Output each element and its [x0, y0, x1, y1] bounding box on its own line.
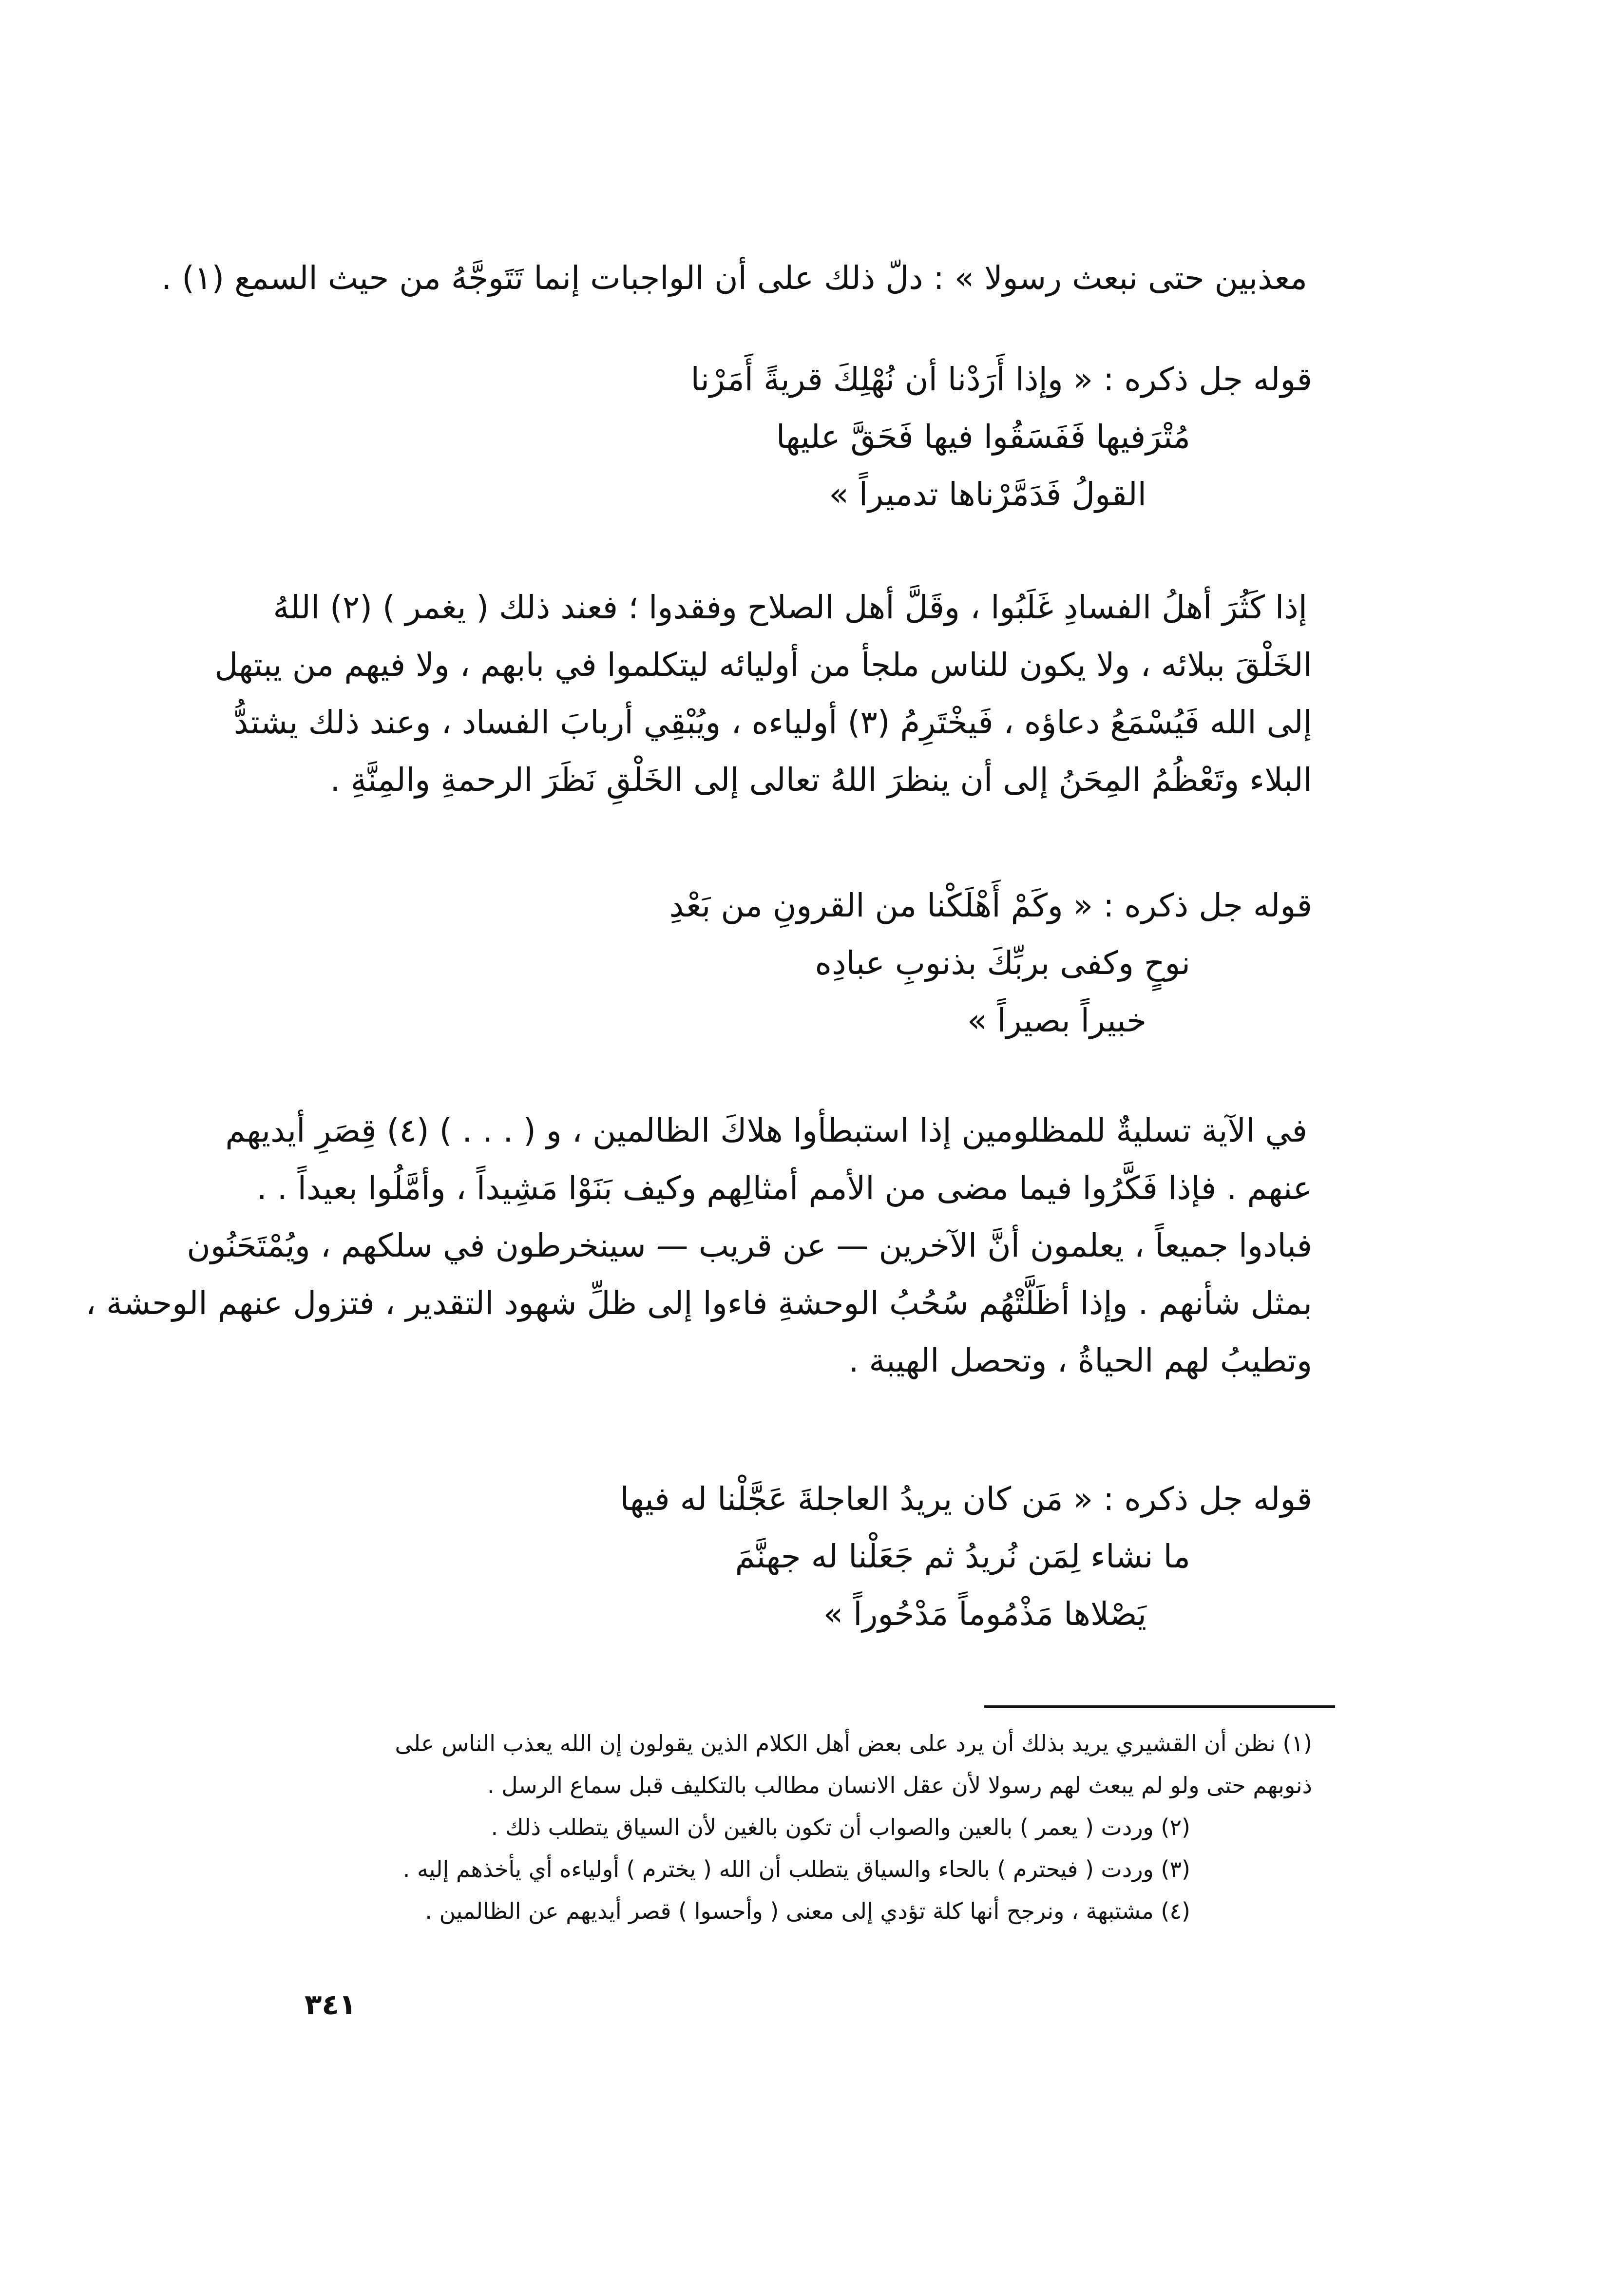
verse-line: قوله جل ذكره : « وإذا أَرَدْنا أن نُهْلِكَ قريةً أَمَرْنا — [690, 361, 1312, 398]
footnote-line: (٣) وردت ( فيحترم ) بالحاء والسياق يتطلب أن الله ( يخترم ) أولياءه أي يأخذهم إليه . — [402, 1856, 1190, 1882]
text-line: البلاء وتَعْظُمُ المِحَنُ إلى أن ينظرَ اللهُ تعالى إلى الخَلْقِ نَظَرَ الرحمةِ والمِنَّةِ . — [330, 761, 1312, 799]
text-line: إذا كَثُرَ أهلُ الفسادِ غَلَبُوا ، وقَلَّ أهل الصلاح وفقدوا ؛ فعند ذلك ( يغمر ) (٢) اللهُ — [273, 589, 1307, 626]
footnote-line: (٤) مشتبهة ، ونرجح أنها كلة تؤدي إلى معنى ( وأحسوا ) قصر أيديهم عن الظالمين . — [425, 1898, 1190, 1924]
verse-line: يَصْلاها مَذْمُوماً مَدْحُوراً » — [823, 1595, 1146, 1633]
footnote-line: ذنوبهم حتى ولو لم يبعث لهم رسولا لأن عقل الانسان مطالب بالتكليف قبل سماع الرسل . — [487, 1772, 1312, 1798]
verse-line: قوله جل ذكره : « وكَمْ أَهْلَكْنا من القرونِ من بَعْدِ — [669, 887, 1312, 924]
verse-line: القولُ فَدَمَّرْناها تدميراً » — [829, 476, 1146, 513]
text-line: وتطيبُ لهم الحياةُ ، وتحصل الهيبة . — [848, 1342, 1312, 1379]
verse-line: خبيراً بصيراً » — [967, 1002, 1146, 1039]
footnote-line: (٢) وردت ( يعمر ) بالعين والصواب أن تكون بالغين لأن السياق يتطلب ذلك . — [491, 1814, 1190, 1840]
verse-line: مُتْرَفيها فَفَسَقُوا فيها فَحَقَّ عليها — [776, 418, 1190, 456]
verse-line: نوحٍ وكفى بربِّكَ بذنوبِ عبادِه — [815, 944, 1190, 982]
text-line: إلى الله فَيُسْمَعُ دعاؤه ، فَيخْتَرِمُ (٣) أولياءه ، ويُبْقِي أربابَ الفساد ، وعند ذلك يشتدُّ — [233, 704, 1312, 741]
text-line: الخَلْقَ ببلائه ، ولا يكون للناس ملجأ من أوليائه ليتكلموا في بابهم ، ولا فيهم من يبتهل — [214, 646, 1312, 684]
text-line: في الآية تسليةٌ للمظلومين إذا استبطأوا هلاكَ الظالمين ، و ( . . . ) (٤) قِصَرِ أيديهم — [225, 1112, 1307, 1149]
text-line: بمثل شأنهم . وإذا أظَلَّتْهُم سُحُبُ الوحشةِ فاءوا إلى ظلِّ شهود التقدير ، فتزول عنهم الوحشة ، — [85, 1284, 1312, 1322]
page-number: ٣٤١ — [305, 1988, 357, 2021]
text-line: عنهم . فإذا فَكَّرُوا فيما مضى من الأمم أمثالِهم وكيف بَنَوْا مَشِيداً ، وأمَّلُوا بعيداً . . — [256, 1169, 1312, 1207]
text-line: معذبين حتى نبعث رسولا » : دلّ ذلك على أن الواجبات إنما تَتَوجَّهُ من حيث السمع (١) . — [161, 259, 1307, 297]
verse-block-3 — [299, 1470, 1312, 1643]
paragraph-intro — [161, 249, 1312, 307]
verse-block-2 — [299, 877, 1312, 1050]
verse-block-1 — [299, 351, 1312, 523]
paragraph-commentary-2 — [85, 1102, 1312, 1390]
footnotes — [299, 1722, 1312, 1932]
paragraph-commentary-1 — [214, 579, 1312, 809]
verse-line: ما نشاء لِمَن نُريدُ ثم جَعَلْنا له جهنَّمَ — [735, 1538, 1190, 1575]
text-line: فبادوا جميعاً ، يعلمون أنَّ الآخرين — عن قريب — سينخرطون في سلكهم ، ويُمْتَحَنُون — [187, 1227, 1312, 1264]
footnote-divider — [984, 1705, 1335, 1708]
verse-line: قوله جل ذكره : « مَن كان يريدُ العاجلةَ عَجَّلْنا له فيها — [620, 1480, 1312, 1518]
footnote-line: (١) نظن أن القشيري يريد بذلك أن يرد على بعض أهل الكلام الذين يقولون إن الله يعذب الناس على — [395, 1730, 1312, 1756]
